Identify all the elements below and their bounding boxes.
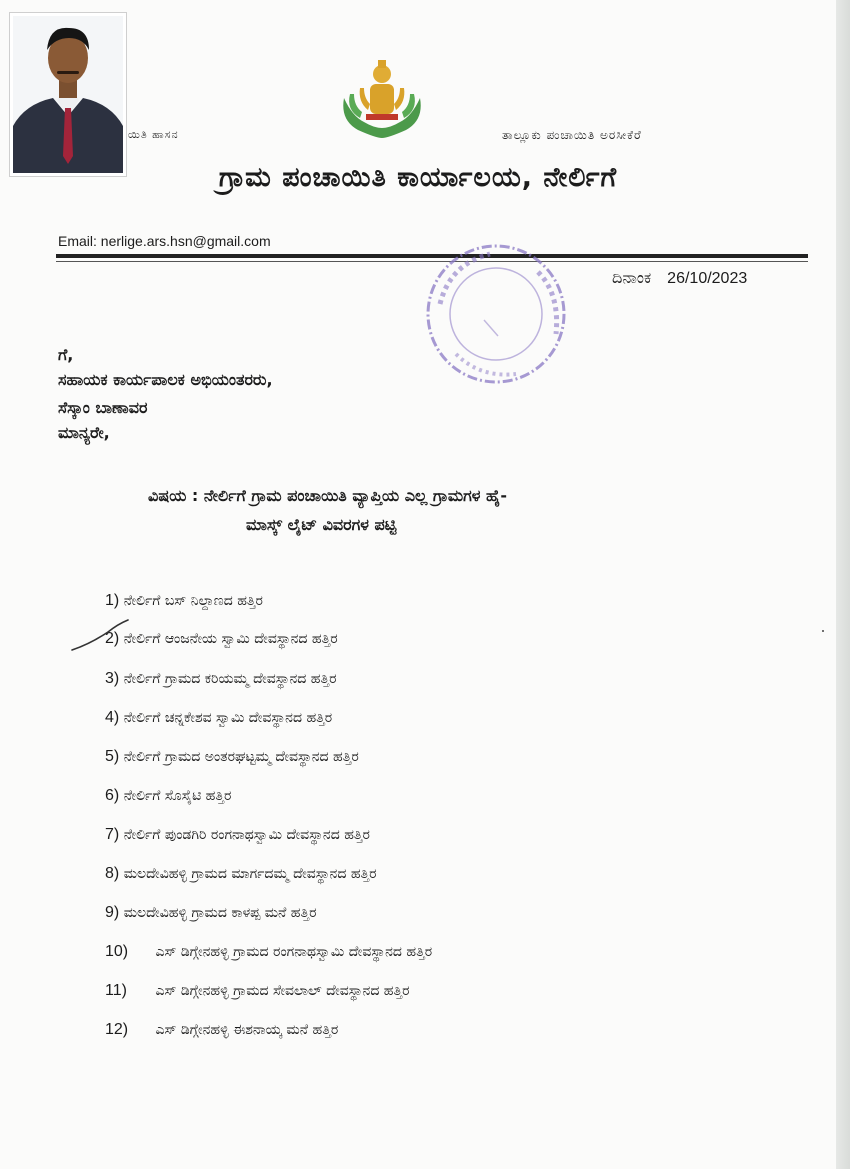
item-number: 6): [105, 787, 120, 804]
list-item: [105, 747, 359, 767]
addressee-designation: ಸಹಾಯಕ ಕಾರ್ಯಪಾಲಕ ಅಭಿಯಂತರರು,: [58, 370, 273, 389]
item-text: ನೇರ್ಲಿಗೆ ಆಂಜನೇಯ ಸ್ವಾಮಿ ದೇವಸ್ಥಾನದ ಹತ್ತಿರ: [123, 631, 338, 647]
item-number: 7): [105, 826, 120, 843]
item-text: ನೇರ್ಲಿಗೆ ಪುಂಡಗಿರಿ ರಂಗನಾಥಸ್ವಾಮಿ ದೇವಸ್ಥಾನದ ಹತ್ತಿರ: [123, 827, 370, 843]
list-item: [105, 825, 370, 845]
item-text: ನೇರ್ಲಿಗೆ ಗ್ರಾಮದ ಅಂತರಘಟ್ಟಮ್ಮ ದೇವಸ್ಥಾನದ ಹತ್ತಿರ: [123, 749, 359, 765]
date-row: [612, 268, 747, 288]
list-item: [105, 786, 231, 806]
item-number: 10): [105, 943, 129, 960]
item-text: ಮಲದೇವಿಹಳ್ಳಿ ಗ್ರಾಮದ ಮಾರ್ಗದಮ್ಮ ದೇವಸ್ಥಾನದ ಹತ್ತಿರ: [123, 866, 377, 882]
item-text: ನೇರ್ಲಿಗೆ ಬಸ್ ನಿಲ್ದಾಣದ ಹತ್ತಿರ: [123, 593, 263, 609]
item-text: ಎಸ್ ಡಿಗ್ಗೇನಹಳ್ಳಿ ಗ್ರಾಮದ ರಂಗನಾಥಸ್ವಾಮಿ ದೇವಸ್ಥಾನದ ಹತ್ತಿರ: [155, 944, 433, 960]
item-number: 9): [105, 904, 120, 921]
list-item: [105, 591, 263, 611]
office-title: ಗ್ರಾಮ ಪಂಚಾಯಿತಿ ಕಾರ್ಯಾಲಯ, ನೇರ್ಲಿಗೆ: [218, 162, 618, 193]
list-item: [105, 942, 432, 962]
subject-line-2: ಮಾಸ್ಕ್ ಲೈಟ್ ವಿವರಗಳ ಪಟ್ಟಿ: [246, 515, 397, 534]
passport-photo: [9, 12, 127, 177]
item-number: 12): [105, 1021, 129, 1038]
item-text: ನೇರ್ಲಿಗೆ ಗ್ರಾಮದ ಕರಿಯಮ್ಮ ದೇವಸ್ಥಾನದ ಹತ್ತಿರ: [123, 671, 337, 687]
scan-speck: [822, 630, 824, 632]
item-number: 11): [105, 982, 127, 999]
date-value: 26/10/2023: [667, 270, 748, 287]
list-item: [105, 629, 338, 649]
government-emblem: [336, 58, 428, 144]
item-number: 3): [105, 670, 120, 687]
office-seal-stamp: [420, 244, 570, 398]
addressee-office: ಸೆಸ್ಕಾಂ ಬಾಣಾವರ: [58, 398, 148, 417]
salutation: ಮಾನ್ಯರೇ,: [58, 423, 110, 442]
item-number: 8): [105, 865, 120, 882]
list-item: [105, 981, 410, 1001]
item-text: ಮಲದೇವಿಹಳ್ಳಿ ಗ್ರಾಮದ ಕಾಳಪ್ಪ ಮನೆ ಹತ್ತಿರ: [123, 905, 317, 921]
item-number: 5): [105, 748, 120, 765]
to-label: ಗೆ,: [58, 345, 74, 364]
subject: [148, 481, 507, 539]
district-subtitle: ಯಿತಿ ಹಾಸನ: [128, 128, 179, 141]
list-item: [105, 864, 377, 884]
list-item: [105, 903, 317, 923]
list-item: [105, 1020, 338, 1040]
item-number: 2): [105, 630, 120, 647]
item-text: ಎಸ್ ಡಿಗ್ಗೇನಹಳ್ಳಿ ಗ್ರಾಮದ ಸೇವಲಾಲ್ ದೇವಸ್ಥಾನದ ಹತ್ತಿರ: [155, 983, 410, 999]
item-text: ಎಸ್ ಡಿಗ್ಗೇನಹಳ್ಳಿ ಈಶನಾಯ್ಕ ಮನೆ ಹತ್ತಿರ: [155, 1022, 339, 1038]
date-label: ದಿನಾಂಕ: [612, 268, 652, 287]
list-item: [105, 708, 332, 728]
item-number: 1): [105, 592, 120, 609]
item-text: ನೇರ್ಲಿಗೆ ಚನ್ನಕೇಶವ ಸ್ವಾಮಿ ದೇವಸ್ಥಾನದ ಹತ್ತಿರ: [123, 710, 333, 726]
email-line: Email: nerlige.ars.hsn@gmail.com: [58, 233, 271, 249]
subject-line-1: ವಿಷಯ : ನೇರ್ಲಿಗೆ ಗ್ರಾಮ ಪಂಚಾಯಿತಿ ವ್ಯಾಪ್ತಿಯ ಎಲ್ಲ ಗ್ರಾಮಗಳ ಹೈ-: [148, 486, 508, 505]
taluk-subtitle: ತಾಲ್ಲೂಕು ಪಂಚಾಯಿತಿ ಅರಸೀಕೆರೆ: [502, 128, 642, 142]
list-item: [105, 669, 337, 689]
scan-edge: [836, 0, 850, 1169]
item-text: ನೇರ್ಲಿಗೆ ಸೊಸೈಟಿ ಹತ್ತಿರ: [123, 788, 232, 804]
checkmark-icon: [70, 618, 130, 658]
item-number: 4): [105, 709, 120, 726]
